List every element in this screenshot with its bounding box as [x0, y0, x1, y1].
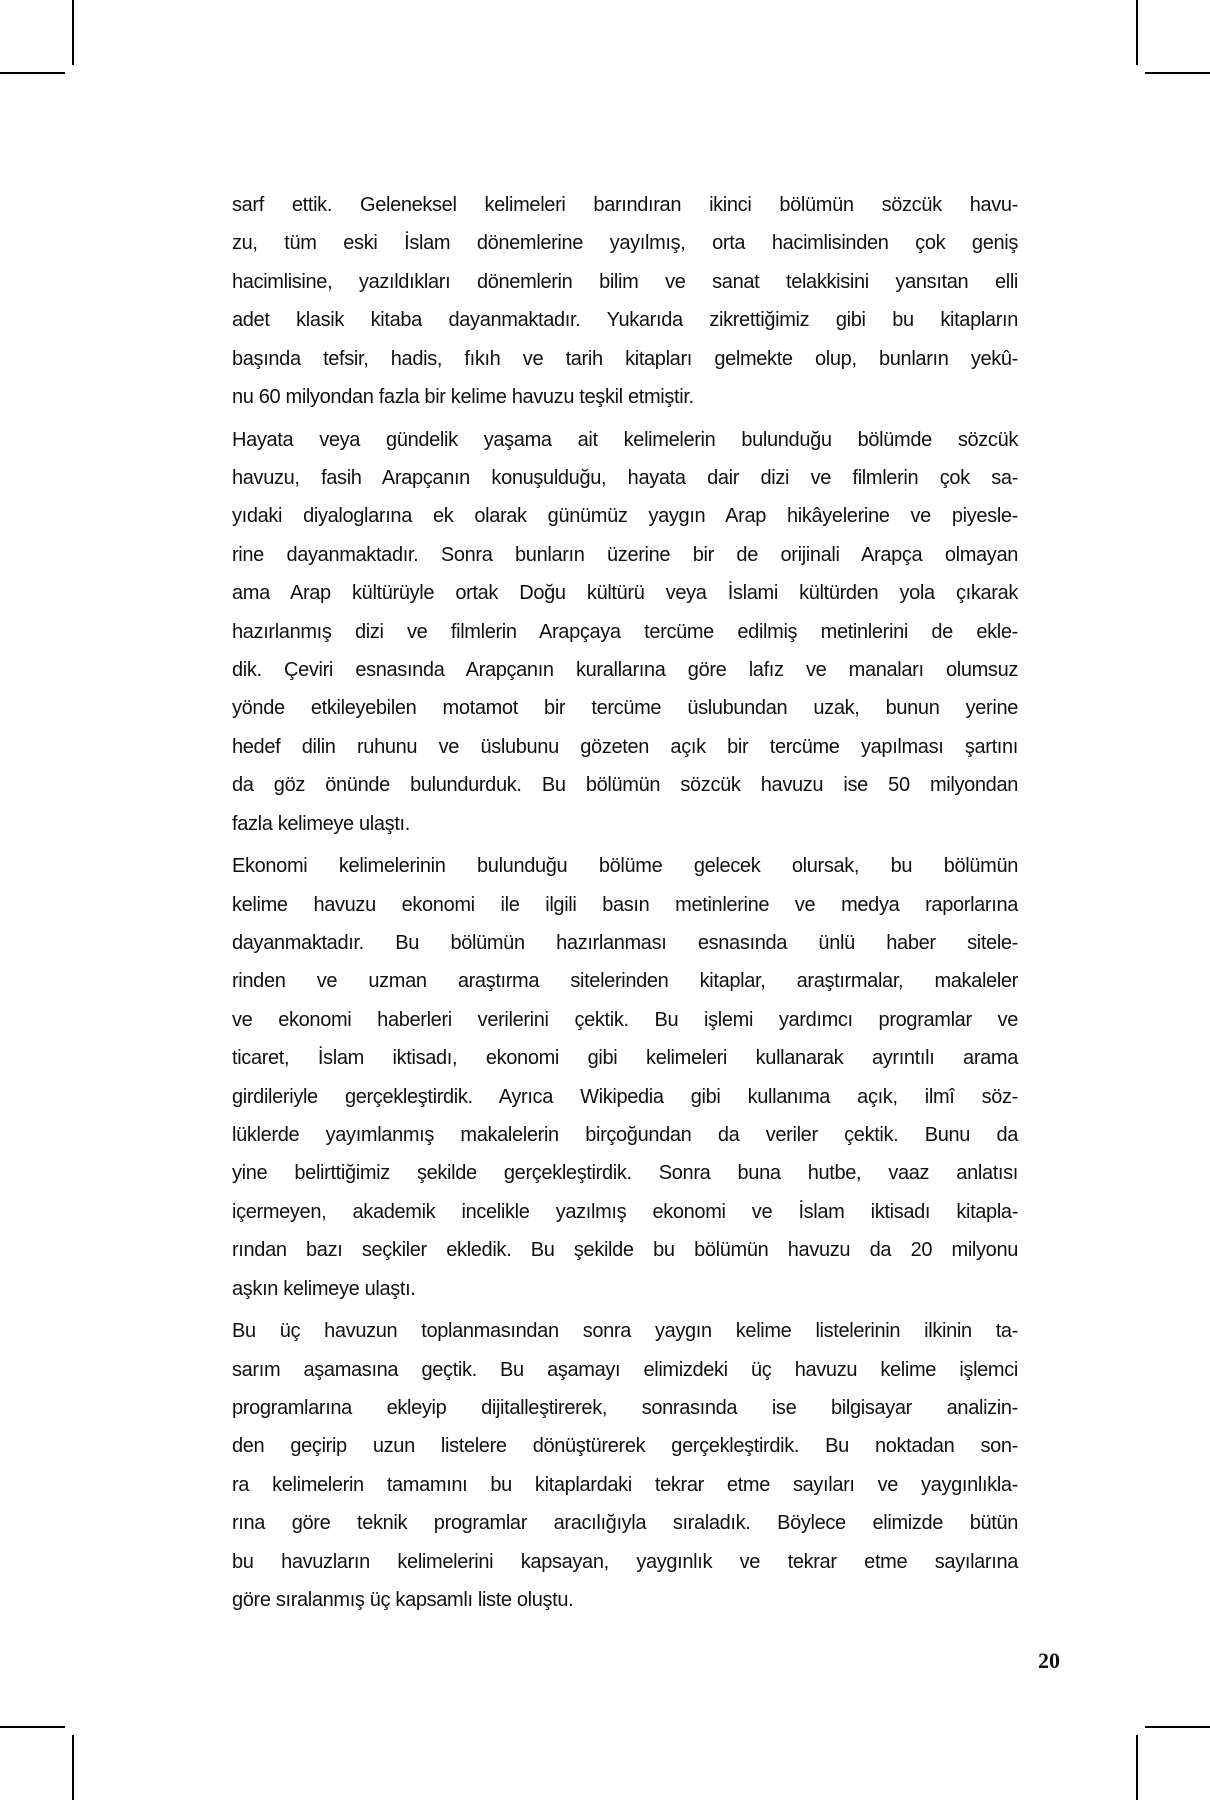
text-line: den geçirip uzun listelere dönüştürerek gerçekleştirdik. Bu noktadan son-	[232, 1435, 1018, 1458]
crop-mark-top-left-vertical	[72, 0, 74, 65]
text-line: bu havuzların kelimelerini kapsayan, yaygınlık ve tekrar etme sayılarına	[232, 1550, 1018, 1573]
body-text	[232, 186, 1018, 1624]
crop-mark-bottom-left-horizontal	[0, 1726, 65, 1728]
text-line: zu, tüm eski İslam dönemlerine yayılmış, orta hacimlisinden çok geniş	[232, 232, 1018, 255]
paragraph-1	[232, 186, 1018, 416]
text-line: rından bazı seçkiler ekledik. Bu şekilde bu bölümün havuzu da 20 milyonu	[232, 1239, 1018, 1262]
text-line: sarım aşamasına geçtik. Bu aşamayı elimizdeki üç havuzu kelime işlemci	[232, 1358, 1018, 1381]
paragraph-4	[232, 1312, 1018, 1619]
text-line: havuzu, fasih Arapçanın konuşulduğu, hayata dair dizi ve filmlerin çok sa-	[232, 467, 1018, 490]
crop-mark-bottom-right-horizontal	[1145, 1726, 1210, 1728]
text-line: göre sıralanmış üç kapsamlı liste oluştu.	[232, 1588, 574, 1611]
text-line: ama Arap kültürüyle ortak Doğu kültürü veya İslami kültürden yola çıkarak	[232, 582, 1018, 605]
text-line: kelime havuzu ekonomi ile ilgili basın metinlerine ve medya raporlarına	[232, 893, 1018, 916]
text-line: rine dayanmaktadır. Sonra bunların üzerine bir de orijinali Arapça olmayan	[232, 543, 1018, 566]
text-line: Hayata veya gündelik yaşama ait kelimelerin bulunduğu bölümde sözcük	[232, 428, 1018, 451]
text-line: ve ekonomi haberleri verilerini çektik. Bu işlemi yardımcı programlar ve	[232, 1008, 1018, 1031]
text-line: adet klasik kitaba dayanmaktadır. Yukarıda zikrettiğimiz gibi bu kitapların	[232, 309, 1018, 332]
page-number: 20	[1038, 1648, 1060, 1673]
crop-mark-top-right-horizontal	[1145, 72, 1210, 74]
text-line: rına göre teknik programlar aracılığıyla sıraladık. Böylece elimizde bütün	[232, 1512, 1018, 1535]
crop-mark-bottom-left-vertical	[72, 1735, 74, 1800]
text-line: yıdaki diyaloglarına ek olarak günümüz yaygın Arap hikâyelerine ve piyesle-	[232, 505, 1018, 528]
text-line: nu 60 milyondan fazla bir kelime havuzu teşkil etmiştir.	[232, 385, 694, 408]
text-line: fazla kelimeye ulaştı.	[232, 812, 410, 835]
text-line: Ekonomi kelimelerinin bulunduğu bölüme gelecek olursak, bu bölümün	[232, 855, 1018, 878]
text-line: hedef dilin ruhunu ve üslubunu gözeten açık bir tercüme yapılması şartını	[232, 735, 1018, 758]
text-line: sarf ettik. Geleneksel kelimeleri barındıran ikinci bölümün sözcük havu-	[232, 194, 1018, 216]
text-line: dik. Çeviri esnasında Arapçanın kurallarına göre lafız ve manaları olumsuz	[232, 658, 1018, 681]
crop-mark-bottom-right-vertical	[1136, 1735, 1138, 1800]
text-line: rinden ve uzman araştırma sitelerinden kitaplar, araştırmalar, makaleler	[232, 970, 1018, 993]
paragraph-3	[232, 847, 1018, 1308]
crop-mark-top-right-vertical	[1136, 0, 1138, 65]
text-line: hazırlanmış dizi ve filmlerin Arapçaya tercüme edilmiş metinlerini de ekle-	[232, 620, 1018, 643]
text-line: yine belirttiğimiz şekilde gerçekleştirdik. Sonra buna hutbe, vaaz anlatısı	[232, 1162, 1018, 1185]
text-line: programlarına ekleyip dijitalleştirerek, sonrasında ise bilgisayar analizin-	[232, 1397, 1018, 1419]
paragraph-2	[232, 421, 1018, 843]
crop-mark-top-left-horizontal	[0, 72, 65, 74]
text-line: dayanmaktadır. Bu bölümün hazırlanması esnasında ünlü haber sitele-	[232, 932, 1018, 955]
text-line: içermeyen, akademik incelikle yazılmış ekonomi ve İslam iktisadı kitapla-	[232, 1200, 1018, 1223]
text-line: yönde etkileyebilen motamot bir tercüme üslubundan uzak, bunun yerine	[232, 697, 1018, 720]
text-line: Bu üç havuzun toplanmasından sonra yaygın kelime listelerinin ilkinin ta-	[232, 1320, 1018, 1343]
text-line: aşkın kelimeye ulaştı.	[232, 1277, 416, 1300]
text-line: hacimlisine, yazıldıkları dönemlerin bilim ve sanat telakkisini yansıtan elli	[232, 270, 1018, 293]
text-line: girdileriyle gerçekleştirdik. Ayrıca Wikipedia gibi kullanıma açık, ilmî söz-	[232, 1085, 1018, 1108]
text-line: başında tefsir, hadis, fıkıh ve tarih kitapları gelmekte olup, bunların yekû-	[232, 347, 1018, 370]
text-line: lüklerde yayımlanmış makalelerin birçoğundan da veriler çektik. Bunu da	[232, 1123, 1018, 1146]
text-line: ticaret, İslam iktisadı, ekonomi gibi kelimeleri kullanarak ayrıntılı arama	[232, 1047, 1018, 1070]
text-line: da göz önünde bulundurduk. Bu bölümün sözcük havuzu ise 50 milyondan	[232, 774, 1018, 797]
text-line: ra kelimelerin tamamını bu kitaplardaki tekrar etme sayıları ve yaygınlıkla-	[232, 1473, 1018, 1496]
